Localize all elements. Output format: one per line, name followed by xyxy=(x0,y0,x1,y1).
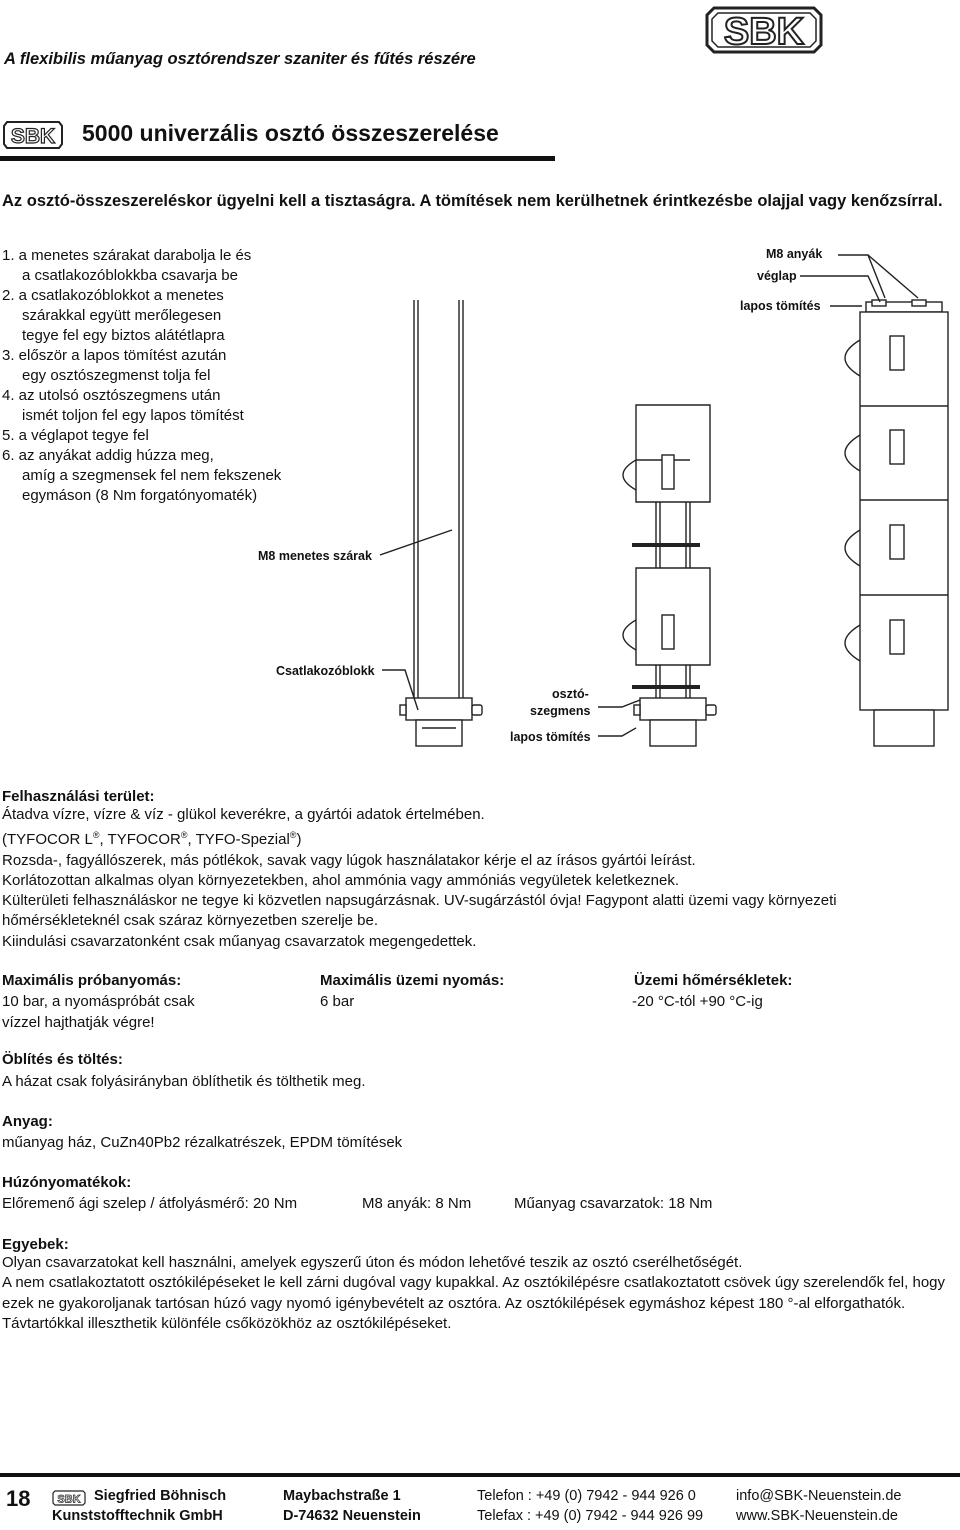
usage-text: Kiindulási csavarzatonként csak műanyag csavarzatok megengedettek. xyxy=(2,932,477,950)
sbk-logo-footer xyxy=(52,1490,86,1506)
footer-divider xyxy=(0,1473,960,1477)
company-name-2: Kunststofftechnik GmbH xyxy=(52,1508,223,1524)
test-pressure-value: 10 bar, a nyomáspróbát csak xyxy=(2,993,195,1010)
label-segment-2: szegmens xyxy=(530,704,591,718)
intro-text: Az osztó-összeszereléskor ügyelni kell a tisztaságra. A tömítések nem kerülhetnek érintkezésbe olajjal vagy kenőzsírral. xyxy=(2,192,943,210)
material-heading: Anyag: xyxy=(2,1113,53,1130)
other-text: Olyan csavarzatokat kell használni, amelyek egyszerű úton és módon lehetővé teszik az osztó cserélhetőségét. xyxy=(2,1254,743,1271)
torque-item: Előremenő ági szelep / átfolyásmérő: 20 Nm xyxy=(2,1195,298,1212)
label-connection-block: Csatlakozóblokk xyxy=(276,664,375,678)
flushing-text: A házat csak folyásirányban öblíthetik és tölthetik meg. xyxy=(2,1073,366,1090)
label-flat-gasket-bottom: lapos tömítés xyxy=(510,730,591,744)
step-line: ismét toljon fel egy lapos tömítést xyxy=(22,407,244,424)
page-number: 18 xyxy=(6,1486,31,1511)
step-line: egy osztószegmenst tolja fel xyxy=(22,367,211,384)
step-line: 4. az utolsó osztószegmens után xyxy=(2,387,221,404)
company-name: Siegfried Böhnisch xyxy=(94,1488,227,1504)
step-line: 2. a csatlakozóblokkot a menetes xyxy=(2,287,224,304)
torque-item: Műanyag csavarzatok: 18 Nm xyxy=(514,1195,713,1212)
step-line: 5. a véglapot tegye fel xyxy=(2,427,149,444)
flushing-heading: Öblítés és töltés: xyxy=(2,1051,123,1068)
test-pressure-heading: Maximális próbanyomás: xyxy=(2,972,182,989)
material-text: műanyag ház, CuZn40Pb2 rézalkatrészek, EPDM tömítések xyxy=(2,1134,403,1151)
other-text: Távtartókkal illeszthetik különféle csőközökhöz az osztókilépéseket. xyxy=(2,1314,452,1332)
label-end-plate: véglap xyxy=(757,269,797,283)
step-line: egymáson (8 Nm forgatónyomaték) xyxy=(22,487,258,504)
torque-item: M8 anyák: 8 Nm xyxy=(362,1195,472,1212)
svg-text:SBK: SBK xyxy=(10,125,56,148)
step-line: szárakkal együtt merőlegesen xyxy=(22,307,222,324)
header-title: A flexibilis műanyag osztórendszer szaniter és fűtés részére xyxy=(4,50,476,68)
svg-text:SBK: SBK xyxy=(723,11,805,53)
step-line: amíg a szegmensek fel nem fekszenek xyxy=(22,467,282,484)
svg-text:SBK: SBK xyxy=(57,1493,81,1506)
step-line: 3. először a lapos tömítést azután xyxy=(2,347,227,364)
usage-text: (TYFOCOR L®, TYFOCOR®, TYFO-Spezial®) xyxy=(2,830,302,849)
website-link[interactable]: www.SBK-Neuenstein.de xyxy=(736,1508,898,1524)
step-line: tegye fel egy biztos alátétlapra xyxy=(22,327,225,344)
test-pressure-note: vízzel hajthatják végre! xyxy=(2,1014,155,1031)
label-flat-gasket-top: lapos tömítés xyxy=(740,299,821,313)
step-line: a csatlakozóblokkba csavarja be xyxy=(22,267,238,284)
temperature-heading: Üzemi hőmérsékletek: xyxy=(634,972,793,989)
sbk-logo xyxy=(704,4,824,56)
temperature-value: -20 °C-tól +90 °C-ig xyxy=(632,993,763,1010)
usage-text: Korlátozottan alkalmas olyan környezetekben, ahol ammónia vagy ammóniás vegyületek keletkeznek. xyxy=(2,871,680,889)
usage-text: Rozsda-, fagyállószerek, más pótlékok, savak vagy lúgok használatakor kérje el az írásos gyártói leírást. xyxy=(2,851,696,869)
other-section xyxy=(2,1236,958,1334)
step-line: 6. az anyákat addig húzza meg, xyxy=(2,447,214,464)
other-text: A nem csatlakoztatott osztókilépéseket le kell zárni dugóval vagy kupakkal. Az osztókilépésre csatlakoztatott csövek úgy szerelendők fel, hogy ezek ne gyakoroljanak tartósan húzó vagy nyomó igénybevételt az osztóra. Az osztókilépések egymáshoz képest 180 °-al elforgathatók. xyxy=(2,1274,946,1312)
torques-heading: Húzónyomatékok: xyxy=(2,1174,132,1191)
assembly-diagram xyxy=(0,240,960,770)
sbk-logo-small xyxy=(2,120,64,150)
address-street: Maybachstraße 1 xyxy=(283,1488,401,1504)
label-segment: osztó- xyxy=(552,687,589,701)
other-heading: Egyebek: xyxy=(2,1236,69,1253)
phone-number: Telefon : +49 (0) 7942 - 944 926 0 xyxy=(477,1488,696,1504)
email-link[interactable]: info@SBK-Neuenstein.de xyxy=(736,1488,902,1504)
usage-section xyxy=(2,788,958,952)
usage-text: Külterületi felhasználáskor ne tegye ki közvetlen napsugárzásnak. UV-sugárzástól óvja! Fagypont alatti üzemi vagy környezeti hőmérsékleteknél csak száraz környezetben szerelje be. xyxy=(2,892,837,930)
title-divider xyxy=(0,156,555,161)
fax-number: Telefax : +49 (0) 7942 - 944 926 99 xyxy=(477,1508,704,1524)
label-m8-nuts: M8 anyák xyxy=(766,247,823,261)
usage-text: Átadva vízre, vízre & víz - glükol keverékre, a gyártói adatok értelmében. xyxy=(2,806,485,823)
section-title: 5000 univerzális osztó összeszerelése xyxy=(82,120,499,146)
usage-heading: Felhasználási terület: xyxy=(2,788,155,805)
max-pressure-heading: Maximális üzemi nyomás: xyxy=(320,972,505,989)
step-line: 1. a menetes szárakat darabolja le és xyxy=(2,247,252,264)
max-pressure-value: 6 bar xyxy=(320,993,355,1010)
label-threaded-rods: M8 menetes szárak xyxy=(258,549,372,563)
address-city: D-74632 Neuenstein xyxy=(283,1508,421,1524)
